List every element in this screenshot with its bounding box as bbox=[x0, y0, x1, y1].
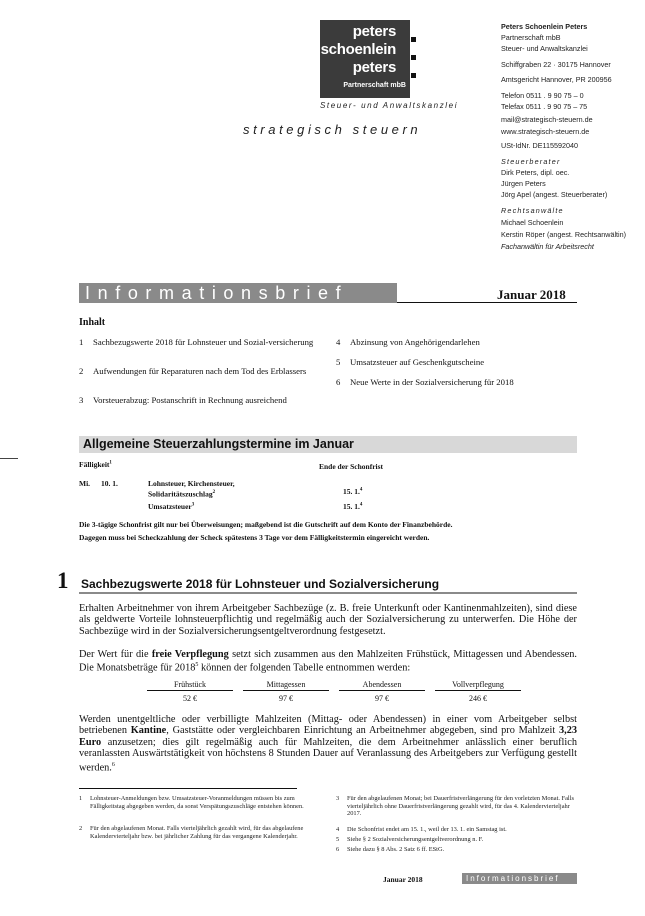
meal-values-table bbox=[150, 680, 540, 706]
grace-date: 15. 1.$^4$ bbox=[343, 502, 363, 511]
footnote: 1 Lohnsteuer-Anmeldungen bzw. Umsatzsteuer-Voranmeldungen müssen bis zum Fälligkeitstag abgegeben werden, da sonst Verspätungszuschläge entstehen können. bbox=[79, 795, 304, 810]
toc-item[interactable] bbox=[79, 395, 339, 407]
tax-advisor: Jürgen Peters bbox=[501, 179, 546, 188]
toc-number: 6 bbox=[336, 377, 341, 387]
table-header: Abendessen bbox=[362, 680, 402, 689]
footnote: 5 Siehe § 2 Sozialversicherungsentgeltverordnung n. F. bbox=[336, 836, 484, 843]
table-cell: 52 € bbox=[183, 694, 197, 703]
paragraph: Erhalten Arbeitnehmer von ihrem Arbeitgeber Sachbezüge (z. B. freie Unterkunft oder Kantinenmahlzeiten), sind diese als geldwerte Vorteile lohnsteuerpflichtig und regelmäßig auch der Sozialversicherung zu unterwerfen. Die Höhe der Sachbezüge wird in der Sozialversicherungsentgeltverordnung festgesetzt. bbox=[79, 603, 577, 637]
firm-logo bbox=[320, 20, 410, 98]
lawyer: Michael Schoenlein bbox=[501, 218, 564, 227]
footnote: 6 Siehe dazu § 8 Abs. 2 Satz 6 ff. EStG. bbox=[336, 846, 445, 853]
table-header: Frühstück bbox=[174, 680, 206, 689]
toc-label: Vorsteuerabzug: Postanschrift in Rechnung ausreichend bbox=[93, 395, 287, 405]
cheque-note: Dagegen muss bei Scheckzahlung der Scheck spätestens 3 Tage vor dem Fälligkeitstermin eingereicht werden. bbox=[79, 533, 430, 542]
logo-line-3: peters bbox=[352, 59, 396, 76]
footnote: 3 Für den abgelaufenen Monat; bei Dauerfristverlängerung für den vorletzten Monat. Falls vierteljährlich ohne Dauerfristverlängerung gezahlt wird, für das 4. Kalendervierteljahr 2017. bbox=[336, 795, 574, 818]
footer-label: Informationsbrief bbox=[466, 874, 560, 883]
table-rule bbox=[147, 690, 233, 691]
toc-item[interactable] bbox=[336, 377, 576, 389]
firm-name: Peters Schoenlein Peters bbox=[501, 22, 588, 31]
table-header: Vollverpflegung bbox=[452, 680, 504, 689]
due-column-header: Fälligkeit$^1$ bbox=[79, 460, 112, 469]
firm-website[interactable]: www.strategisch-steuern.de bbox=[501, 127, 590, 136]
lawyers-heading: Rechtsanwälte bbox=[501, 206, 564, 215]
table-rule bbox=[339, 690, 425, 691]
firm-court: Amtsgericht Hannover, PR 200956 bbox=[501, 75, 612, 84]
toc-number: 4 bbox=[336, 337, 341, 347]
firm-address: Schiffgraben 22 · 30175 Hannover bbox=[501, 60, 611, 69]
grace-note: Die 3-tägige Schonfrist gilt nur bei Überweisungen; maßgebend ist die Gutschrift auf dem Konto der Finanzbehörde. bbox=[79, 520, 453, 529]
toc-label: Abzinsung von Angehörigendarlehen bbox=[350, 337, 480, 347]
logo-square-1 bbox=[411, 37, 416, 42]
due-weekday: Mi. bbox=[79, 479, 91, 488]
toc-item[interactable] bbox=[336, 357, 576, 369]
grace-column-header: Ende der Schonfrist bbox=[319, 462, 384, 471]
logo-line-2: schoenlein bbox=[320, 41, 396, 58]
section-rule bbox=[79, 592, 577, 594]
lawyer-specialty: Fachanwältin für Arbeitsrecht bbox=[501, 242, 594, 251]
footnote-rule bbox=[79, 788, 297, 789]
toc-number: 2 bbox=[79, 366, 84, 376]
tax-advisor: Dirk Peters, dipl. oec. bbox=[501, 168, 570, 177]
firm-email[interactable]: mail@strategisch-steuern.de bbox=[501, 115, 593, 124]
toc-item[interactable] bbox=[336, 337, 576, 349]
tax-dates-heading-bar bbox=[79, 436, 577, 453]
footnote: 4 Die Schonfrist endet am 15. 1., weil der 13. 1. ein Samstag ist. bbox=[336, 826, 507, 833]
toc-number: 1 bbox=[79, 337, 84, 347]
toc-item[interactable] bbox=[79, 337, 339, 359]
margin-mark bbox=[0, 458, 18, 459]
paragraph: Der Wert für die freie Verpflegung setzt sich zusammen aus den Mahlzeiten Frühstück, Mittagessen und Abendessen. Die Monatsbeträge für 2018$^5$ können der folgenden Tabelle entnommen werden: bbox=[79, 649, 578, 674]
footer-month: Januar 2018 bbox=[383, 875, 423, 884]
table-cell: 97 € bbox=[375, 694, 389, 703]
firm-phone: Telefon 0511 . 9 90 75 – 0 bbox=[501, 91, 584, 100]
paragraph: Werden unentgeltliche oder verbilligte Mahlzeiten (Mittag- oder Abendessen) in einer vom Arbeitgeber selbst betriebenen Kantine, Gaststätte oder vergleichbaren Einrichtung an Arbeitnehmer abgegeben, sind pro Mahlzeit 3,23 Euro anzusetzen; dies gilt regelmäßig auch für Mahlzeiten, die dem Arbeitnehmer anlässlich einer beruflich veranlassten Auswärtstätigkeit von höchstens 8 Stunden Dauer auf Veranlassung des Arbeitgebers zur Verfügung gestellt werden.$^6$ bbox=[79, 714, 577, 774]
logo-tagline: Steuer- und Anwaltskanzlei bbox=[320, 101, 459, 110]
footer-label-box bbox=[462, 873, 577, 884]
issue-month: Januar 2018 bbox=[497, 287, 566, 302]
logo-square-3 bbox=[411, 73, 416, 78]
toc-label: Umsatzsteuer auf Geschenkgutscheine bbox=[350, 357, 485, 367]
table-rule bbox=[243, 690, 329, 691]
toc-label: Neue Werte in der Sozialversicherung für 2018 bbox=[350, 377, 514, 387]
firm-type: Partnerschaft mbB bbox=[501, 33, 561, 42]
table-cell: 246 € bbox=[469, 694, 487, 703]
toc-number: 3 bbox=[79, 395, 84, 405]
grace-date: 15. 1.$^4$ bbox=[343, 487, 363, 496]
table-rule bbox=[435, 690, 521, 691]
toc-heading: Inhalt bbox=[79, 317, 106, 328]
tax-type-vat: Umsatzsteuer$^3$ bbox=[148, 502, 195, 511]
slogan: strategisch steuern bbox=[243, 122, 422, 137]
toc-number: 5 bbox=[336, 357, 341, 367]
banner-title: Informationsbrief bbox=[85, 283, 349, 303]
lawyer: Kerstin Röper (angest. Rechtsanwältin) bbox=[501, 230, 627, 239]
tax-type-wage: Lohnsteuer, Kirchensteuer, Solidaritätszuschlag$^2$ bbox=[148, 479, 235, 499]
due-date: 10. 1. bbox=[101, 479, 118, 488]
logo-square-2 bbox=[411, 55, 416, 60]
logo-subline: Partnerschaft mbB bbox=[343, 82, 406, 89]
toc-item[interactable] bbox=[79, 366, 339, 388]
toc-label: Aufwendungen für Reparaturen nach dem Tod des Erblassers bbox=[93, 366, 307, 376]
toc-label: Sachbezugswerte 2018 für Lohnsteuer und Sozial-versicherung bbox=[93, 337, 314, 347]
table-cell: 97 € bbox=[279, 694, 293, 703]
firm-ust-id: USt-IdNr. DE115592040 bbox=[501, 141, 578, 150]
section-number: 1 bbox=[57, 568, 69, 593]
newsletter-banner bbox=[79, 283, 397, 303]
logo-line-1: peters bbox=[352, 23, 396, 40]
firm-fax: Telefax 0511 . 9 90 75 – 75 bbox=[501, 102, 588, 111]
table-header: Mittagessen bbox=[266, 680, 306, 689]
tax-advisors-heading: Steuerberater bbox=[501, 157, 561, 166]
tax-dates-title: Allgemeine Steuerzahlungstermine im Januar bbox=[83, 437, 354, 451]
footnote: 2 Für den abgelaufenen Monat. Falls vierteljährlich gezahlt wird, für das abgelaufene Kalendervierteljahr bzw. bei jährlicher Zahlung für das vergangene Kalenderjahr. bbox=[79, 825, 304, 840]
firm-kind: Steuer- und Anwaltskanzlei bbox=[501, 44, 588, 53]
tax-advisor: Jörg Apel (angest. Steuerberater) bbox=[501, 190, 608, 199]
section-title: Sachbezugswerte 2018 für Lohnsteuer und Sozialversicherung bbox=[81, 577, 440, 591]
